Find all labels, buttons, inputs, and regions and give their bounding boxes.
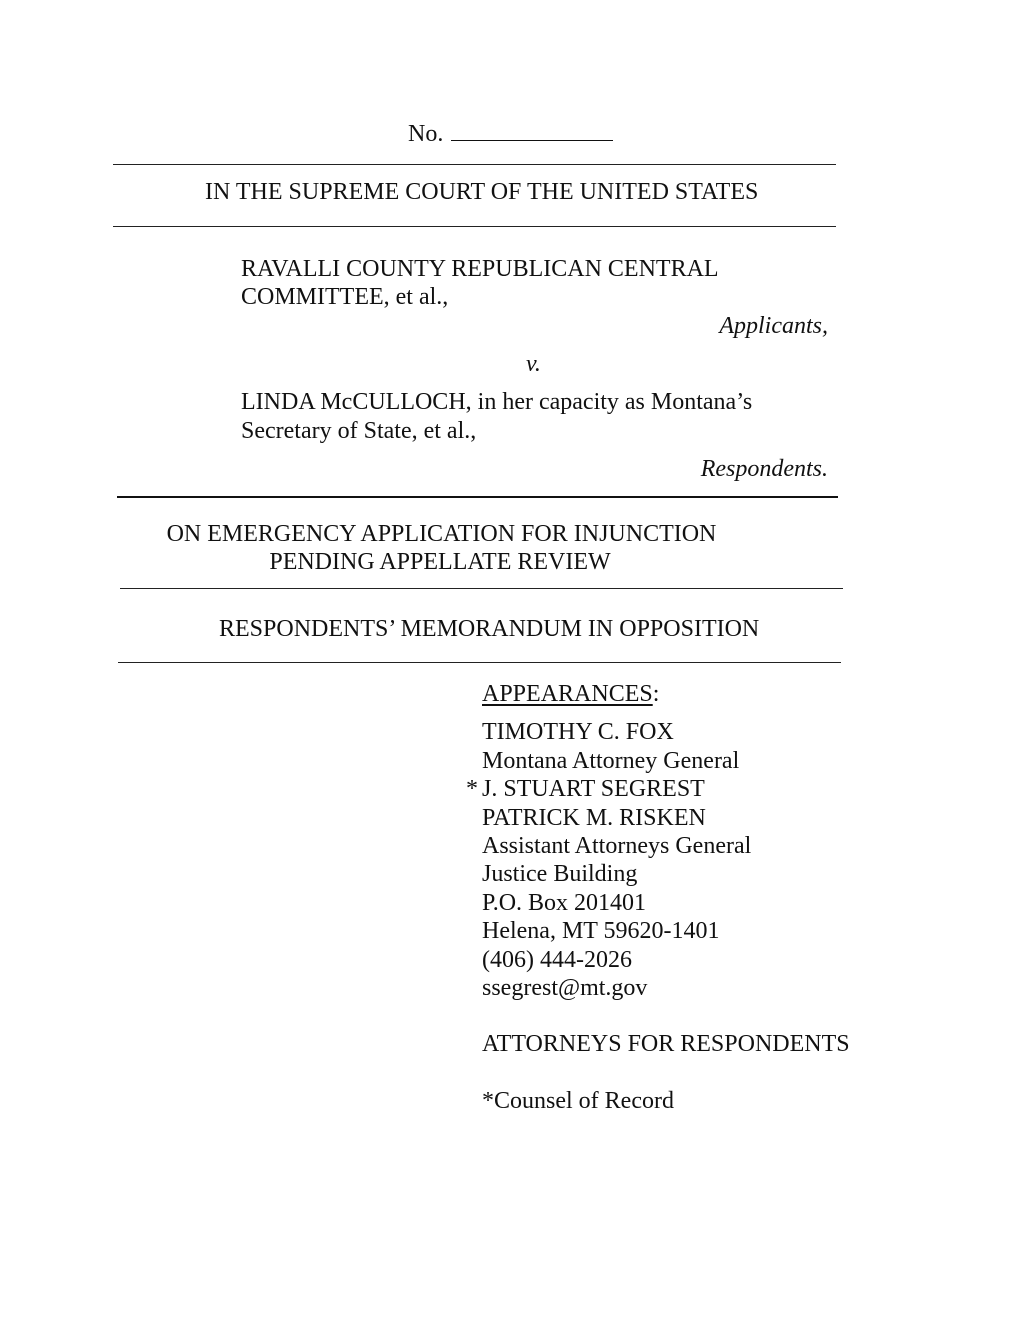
applicant-name-line2: COMMITTEE, et al., [241,284,449,310]
application-line2 [120,548,843,576]
appearance-line: Montana Attorney General [482,747,740,774]
case-number [408,120,613,148]
respondent-name-line1: LINDA McCULLOCH, in her capacity as Montana’s [241,389,753,415]
divider [113,226,836,227]
appearance-line-counsel [466,775,850,803]
applicant-name-line1: RAVALLI COUNTY REPUBLICAN CENTRAL [241,256,719,282]
appearance-line-text: J. STUART SEGREST [482,776,705,803]
applicant-role: Applicants, [719,313,828,339]
appearances-heading-colon: : [652,681,660,707]
court-title: IN THE SUPREME COURT OF THE UNITED STATES [205,179,759,205]
case-number-label: No. [408,121,444,147]
appearances-heading-text: APPEARANCES [482,681,653,707]
divider-thick [117,496,838,498]
counsel-of-record-note: *Counsel of Record [482,1087,674,1114]
appearance-line: (406) 444-2026 [482,946,632,973]
appearance-line: ssegrest@mt.gov [482,974,648,1001]
appearance-line: Assistant Attorneys General [482,832,752,859]
attorneys-for-respondents: ATTORNEYS FOR RESPONDENTS [482,1031,850,1058]
respondent-name-line2: Secretary of State, et al., [241,418,477,444]
appearances-block [466,680,850,1115]
appearance-line: Helena, MT 59620-1401 [482,918,720,945]
appearance-line: TIMOTHY C. FOX [482,719,674,746]
appearances-heading [482,680,850,708]
memorandum-title: RESPONDENTS’ MEMORANDUM IN OPPOSITION [219,616,760,642]
respondent-role: Respondents. [700,456,828,482]
divider [118,662,841,663]
divider [120,588,843,589]
appearance-line: PATRICK M. RISKEN [482,804,706,831]
application-line1-text: ON EMERGENCY APPLICATION FOR INJUNCTION [166,521,717,547]
counsel-of-record-marker: * [466,776,478,803]
appearance-line: Justice Building [482,861,638,888]
versus: v. [526,351,541,377]
divider [113,164,836,165]
case-number-blank [451,122,613,141]
application-line1 [120,520,843,548]
application-line2-text: PENDING APPELLATE REVIEW [269,549,611,575]
appearance-line: P.O. Box 201401 [482,889,647,916]
